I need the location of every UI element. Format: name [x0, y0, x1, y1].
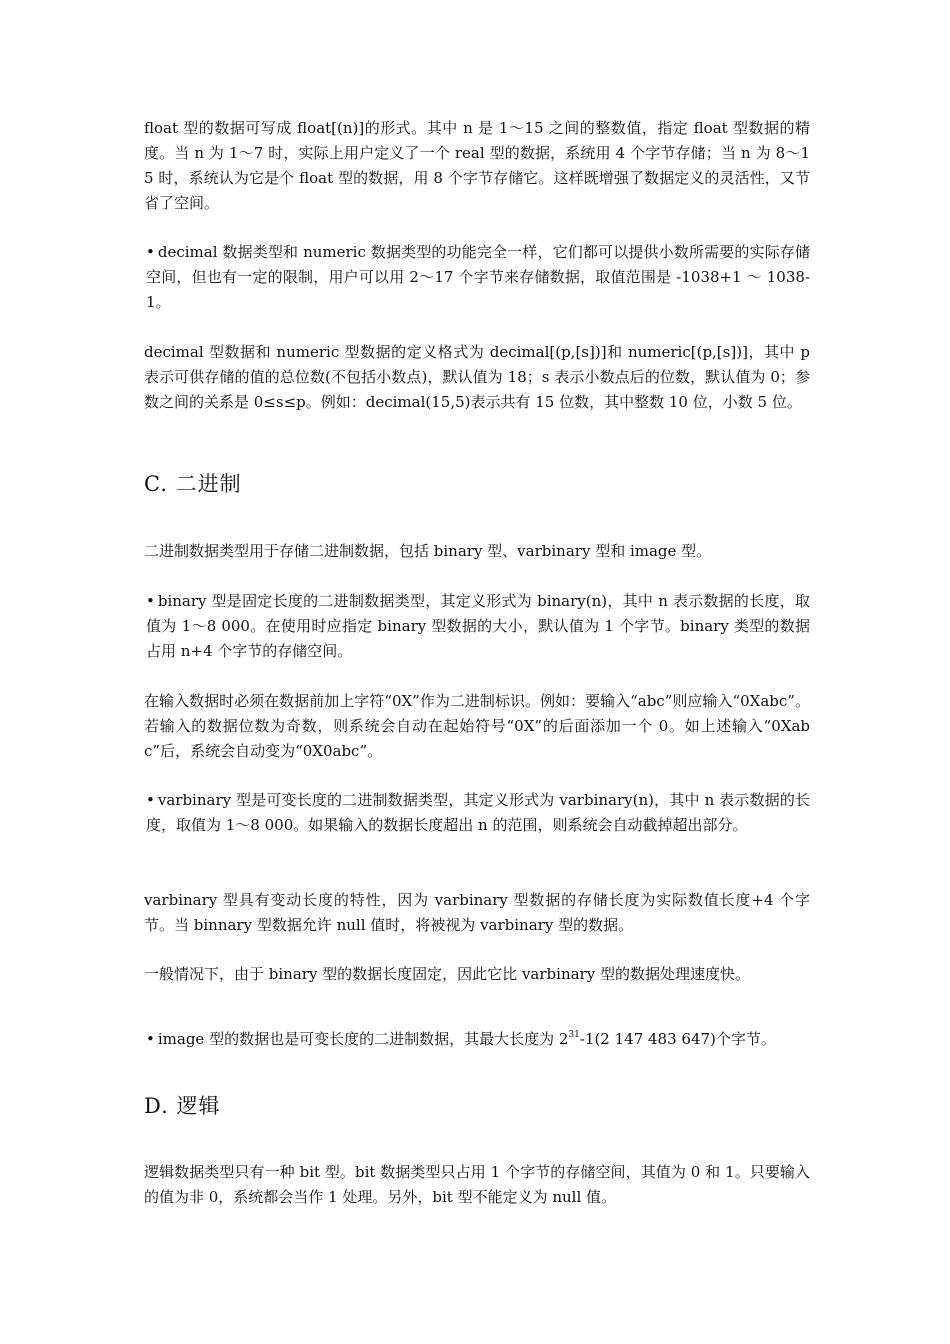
decimal-bullet-paragraph: [146, 240, 810, 315]
bullet-marker: •: [146, 791, 155, 809]
bullet-marker: •: [146, 592, 155, 610]
binary-bullet-paragraph: [146, 589, 810, 664]
binary-input-paragraph: 在输入数据时必须在数据前加上字符“0X”作为二进制标识。例如：要输入“abc”则应输入“0Xabc”。若输入的数据位数为奇数，则系统会自动在起始符号“0X”的后面添加一个 0。如上述输入“0Xabc”后，系统会自动变为“0X0abc”。: [144, 692, 810, 760]
decimal-format-paragraph: decimal 型数据和 numeric 型数据的定义格式为 decimal[(p,[s])]和 numeric[(p,[s])]，其中 p 表示可供存储的值的总位数(不包括小数点)，默认值为 18；s 表示小数点后的位数，默认值为 0；参数之间的关系是 0≤s≤p。例如：decimal(15,5)表示共有 15 位数，其中整数 10 位，小数 5 位。: [144, 343, 810, 411]
float-description-paragraph: float 型的数据可写成 float[(n)]的形式。其中 n 是 1～15 之间的整数值，指定 float 型数据的精度。当 n 为 1～7 时，实际上用户定义了一个 real 型的数据，系统用 4 个字节存储；当 n 为 8～15 时，系统认为它是个 float 型的数据，用 8 个字节存储它。这样既增强了数据定义的灵活性，又节省了空间。: [144, 119, 810, 212]
decimal-bullet-text: decimal 数据类型和 numeric 数据类型的功能完全一样，它们都可以提供小数所需要的实际存储空间，但也有一定的限制，用户可以用 2～17 个字节来存储数据，取值范围是 -1038+1 ～ 1038-1。: [146, 243, 810, 311]
section-heading-binary: C. 二进制: [144, 472, 242, 496]
section-heading-logic: D. 逻辑: [144, 1094, 221, 1118]
varbinary-feature-paragraph: varbinary 型具有变动长度的特性，因为 varbinary 型数据的存储长度为实际数值长度+4 个字节。当 binnary 型数据允许 null 值时，将被视为 varbinary 型的数据。: [144, 891, 810, 934]
binary-speed-paragraph: 一般情况下，由于 binary 型的数据长度固定，因此它比 varbinary 型的数据处理速度快。: [144, 965, 750, 983]
bullet-marker: •: [146, 243, 155, 261]
exponent: 31: [568, 1030, 580, 1040]
logic-description-paragraph: 逻辑数据类型只有一种 bit 型。bit 数据类型只占用 1 个字节的存储空间，其值为 0 和 1。只要输入的值为非 0，系统都会当作 1 处理。另外，bit 型不能定义为 null 值。: [144, 1163, 810, 1206]
binary-intro-paragraph: 二进制数据类型用于存储二进制数据，包括 binary 型、varbinary 型和 image 型。: [144, 542, 712, 560]
image-bullet-text-end: -1(2 147 483 647)个字节。: [579, 1030, 776, 1048]
varbinary-bullet-text: varbinary 型是可变长度的二进制数据类型，其定义形式为 varbinary(n)，其中 n 表示数据的长度，取值为 1～8 000。如果输入的数据长度超出 n 的范围，则系统会自动截掉超出部分。: [146, 791, 810, 834]
bullet-marker: •: [146, 1030, 155, 1048]
image-bullet-paragraph: [146, 1027, 810, 1052]
varbinary-bullet-paragraph: [146, 788, 810, 838]
binary-bullet-text: binary 型是固定长度的二进制数据类型，其定义形式为 binary(n)，其中 n 表示数据的长度，取值为 1～8 000。在使用时应指定 binary 型数据的大小，默认值为 1 个字节。binary 类型的数据占用 n+4 个字节的存储空间。: [146, 592, 810, 660]
image-bullet-text: image 型的数据也是可变长度的二进制数据，其最大长度为 2: [157, 1030, 569, 1048]
